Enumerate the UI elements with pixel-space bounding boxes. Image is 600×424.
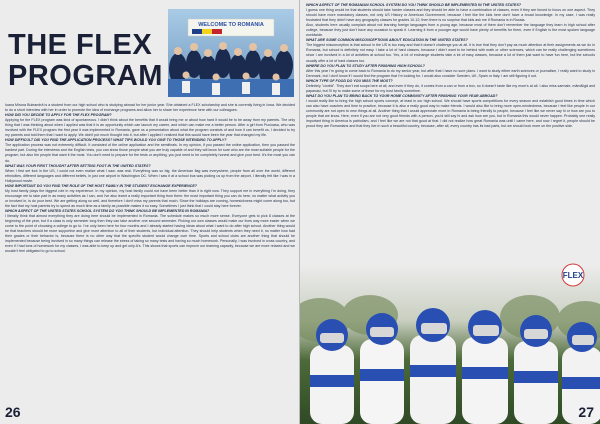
interview-answer: Also, students here usually complain about not learning foreign languages from a young age, because most of them don't remember the language they learn in high school after college, because they just don't have any occasion to speak it. Learning it from a younger age would have plenty of benefits for them, even if English is the most spoken language worldwide. [306, 23, 595, 38]
interview-answer: I would really like to bring the high school sports concept, at least in our high school. We should have sports competitions for every season and establish good times in time which can also have coaches and time to practice, because it is also a really good way to make friends. I would also like to bring more open-mindedness, because I feel like people in our community are not open to new things at all. Another thing that I would appreciate more in Romania is being friendly to people, because I feel like we never say hi or how are you to people that we know. Here, even if you are not very good friends with a person, you'd still say hi and ask how are you, but in Romania this would never happen. Probably one really important thing in America is patriotism, and I feel like we are not that good at that. I did not realize how great Romania was until I came here, and now I regret it, people should be proud they are Romanians and that they live in such a beautiful country, because, after all, every country has its bad parts, but we should look more on the positive side. [306, 98, 595, 129]
interview-question: WHICH TYPE OF FOOD DO YOU MISS THE MOST? [306, 78, 393, 83]
interview-question: WHERE DO YOU PLAN TO STUDY AFTER FINISHING HIGH SCHOOL? [306, 63, 425, 68]
interview-answer: I literally think that almost everything they are doing here should be implemented in Romania. The schedule makes so much more sense. Everyone gets to pick 8 classes at the beginning of the year, but if a class is only semester long then they can take another one second semester. Picking our own classes would make our lives way more easier when we come to the point of choosing a college to go to. I've only been here for four months and I already started having ideas about what I want to do after high school. Another thing would be that teachers should be more supportive and give more attention to all of their students, but individual attention. They should help students when they need it, no matter how bad their grades or their behavior is, because there is no other way that the specific student would change over time. Sports and school clubs are another thing that should be implemented because being involved in so many things can release the stress of taking so many tests and having so much homework. Personally, I was involved in cross country, and even if I had tons of homework for my classes, I was able to keep up and get only A's. This shows that sports can improve our learning capacity, because we are more relaxed and we wouldn't feel obligated to go to school. [5, 214, 295, 254]
interview-question: HOW DID YOU DECIDE TO APPLY FOR THE FLEX PROGRAM? [5, 113, 112, 118]
left-article-body [5, 103, 295, 254]
flex-logo-icon [550, 263, 596, 287]
interview-question: WHAT WAS YOUR FIRST THOUGHT AFTER SETTING FOOT IN THE UNITED STATES? [5, 163, 151, 168]
interview-answer: When I first set foot in the US, I could not even realize what I saw: was real. Everything was so big, the American flag was everywhere, people from all over the world, different ethnicities, different languages and different beliefs, in just one airport in Washington DC. When I saw it at a school bus was picking us up from the airport, I literally felt like I was in a Hollywood movie. [5, 168, 295, 183]
page-number-right: 27 [578, 404, 594, 420]
interview-answer: After this year I'm going to come back to Romania to do my senior year, but after that I have no sure plans. I want to study either earth sciences or journalism, I really want to study in Denmark, but I don't know if I would find the program that I'm looking for. I would also consider Sweden, UK, Spain or Italy. I am still figuring it out. [306, 68, 595, 78]
right-page [300, 0, 600, 424]
page-number-left: 26 [5, 404, 21, 420]
banner-text: WELCOME TO ROMANIA [198, 22, 264, 28]
interview-answer: I guess one thing would be that students should take harder classes and they should be able to have a combination of classes, even if they are forced to focus on one aspect. They should have more mandatory classes, not only US History or American Government, because I feel like the kids here don't have a broad knowledge. In my case, I was really frustrated that they didn't have any geography classes for grades 10-12; then there is no surprise that kids ask me if Romania is in Russia. [306, 8, 595, 23]
interview-question: WHAT DO YOU PLAN TO BRING BACK TO YOUR HOME COMMUNITY AFTER FINISHING YOUR YEAR ABROAD? [306, 93, 498, 98]
interview-answer: My host family plays the biggest role in my experience. In my opinion, my host family could not have been better than it is right now. They support me in everything I'm doing, they encourage me to take part in as many activities as I can, and I've also learnt a really important thing from them: the most important thing you can do here, no matter what activity you or involved in, is do your best. We are getting along so well, and therefore I don't miss my parents that much. Since the holidays are coming, homesickness might come along too, but the fact that my host parents try to spend as much time as a family as possible makes it so easy. Sometimes I just think that I could stay here forever. [5, 188, 295, 208]
interview-answer: The biggest misconception is that school in the US is too easy and that it doesn't challenge you at all. It is true that they don't pay as much attention at their assignments as we do in Romania, but school is definitely not easy. I take a lot of hard classes, because I didn't want to be behind with math or other sciences, which can be really challenging sometimes since I am involved in a lot of activities at school too. Yes, a lot of exchange students take a lot of easy classes, because a lot of them just want to have fun here, but the schools usually offer a lot of hard classes too. [306, 43, 595, 63]
article-title: THE FLEX PROGRAM [8, 29, 163, 92]
football-team-image [300, 265, 600, 424]
interview-question: WHICH ASPECT OF THE ROMANIAN SCHOOL SYSTEM DO YOU THINK SHOULD BE IMPLEMENTED IN THE UNITED STATES? [306, 3, 522, 7]
interview-question: WHAT ARE SOME COMMON MISCONCEPTIONS ABOUT EDUCATION IN THE UNITED STATES? [306, 38, 468, 43]
interview-answer: The application process was not extremely difficult. It consisted of the online application and the semifinals. In my opinion, if you passed the online application, then you passed the hardest part. During the interviews and the English tests, you can show those people what you are truly capable of and they will know for sure who are the most suitable people for the program, but also the people that want it the most. You don't need to prepare for the tests or anything, you just need to be completely honest and give your best. It's the most you can do. [5, 143, 295, 163]
flex-logo [550, 263, 596, 287]
interview-question: WHICH ASPECT OF THE UNITED STATES SCHOOL SYSTEM DO YOU THINK SHOULD BE IMPLEMENTED IN ROMANIA? [5, 208, 210, 213]
svg-text:FLEX: FLEX [562, 271, 584, 280]
interview-question: HOW IMPORTANT DO YOU FIND THE ROLE OF THE HOST FAMILY IN THE STUDENT EXCHANGE EXPERIENCE? [5, 183, 197, 188]
group-photo-image [168, 9, 294, 97]
interview-question: HOW DIFFICULT DID YOU FIND THE APPLICATION PROCESS? WHAT TIPS WOULD YOU GIVE TO THOSE INTENDING TO APPLY? [5, 138, 227, 143]
group-photo [168, 9, 294, 97]
football-team-photo [300, 265, 600, 424]
right-article-body [306, 3, 595, 129]
interview-answer: Applying for the FLEX program was kind of spontaneous. I didn't think about the benefits that it would bring me or about how hard it would be to be away from my parents. The only thing that I was thinking about when I applied was that it is an opportunity which can launch my career, and which can make me a better person. After a girl from Pucioasa, who was involved with the FLEX program the first year it was implemented in Romania, gave us a presentation about what the program consists of and how it can benefit us, I decided to try my parents and told them that I want to apply. We didn't put much thought into it, but after I applied I realized that this would have been the year that changed my life. [5, 118, 295, 138]
interview-answer: Ioana Miruna Buleandră is a student from our high school who is studying abroad for her junior year. She obtained a FLEX scholarship and she is currently living in Iowa. We decided to do a short interview with her in order to promote the idea of exchange programs and allow her to share her experience here with our colleagues. [5, 103, 295, 113]
interview-answer: Definitely "ciorbă". They don't eat soups here at all, and even if they do, it comes from a can or from a box, so it doesn't taste like my mom's at all. I also miss sarmale, mămăligă and papanași, but I'll try to make some of these for my host family sometime. [306, 83, 595, 93]
